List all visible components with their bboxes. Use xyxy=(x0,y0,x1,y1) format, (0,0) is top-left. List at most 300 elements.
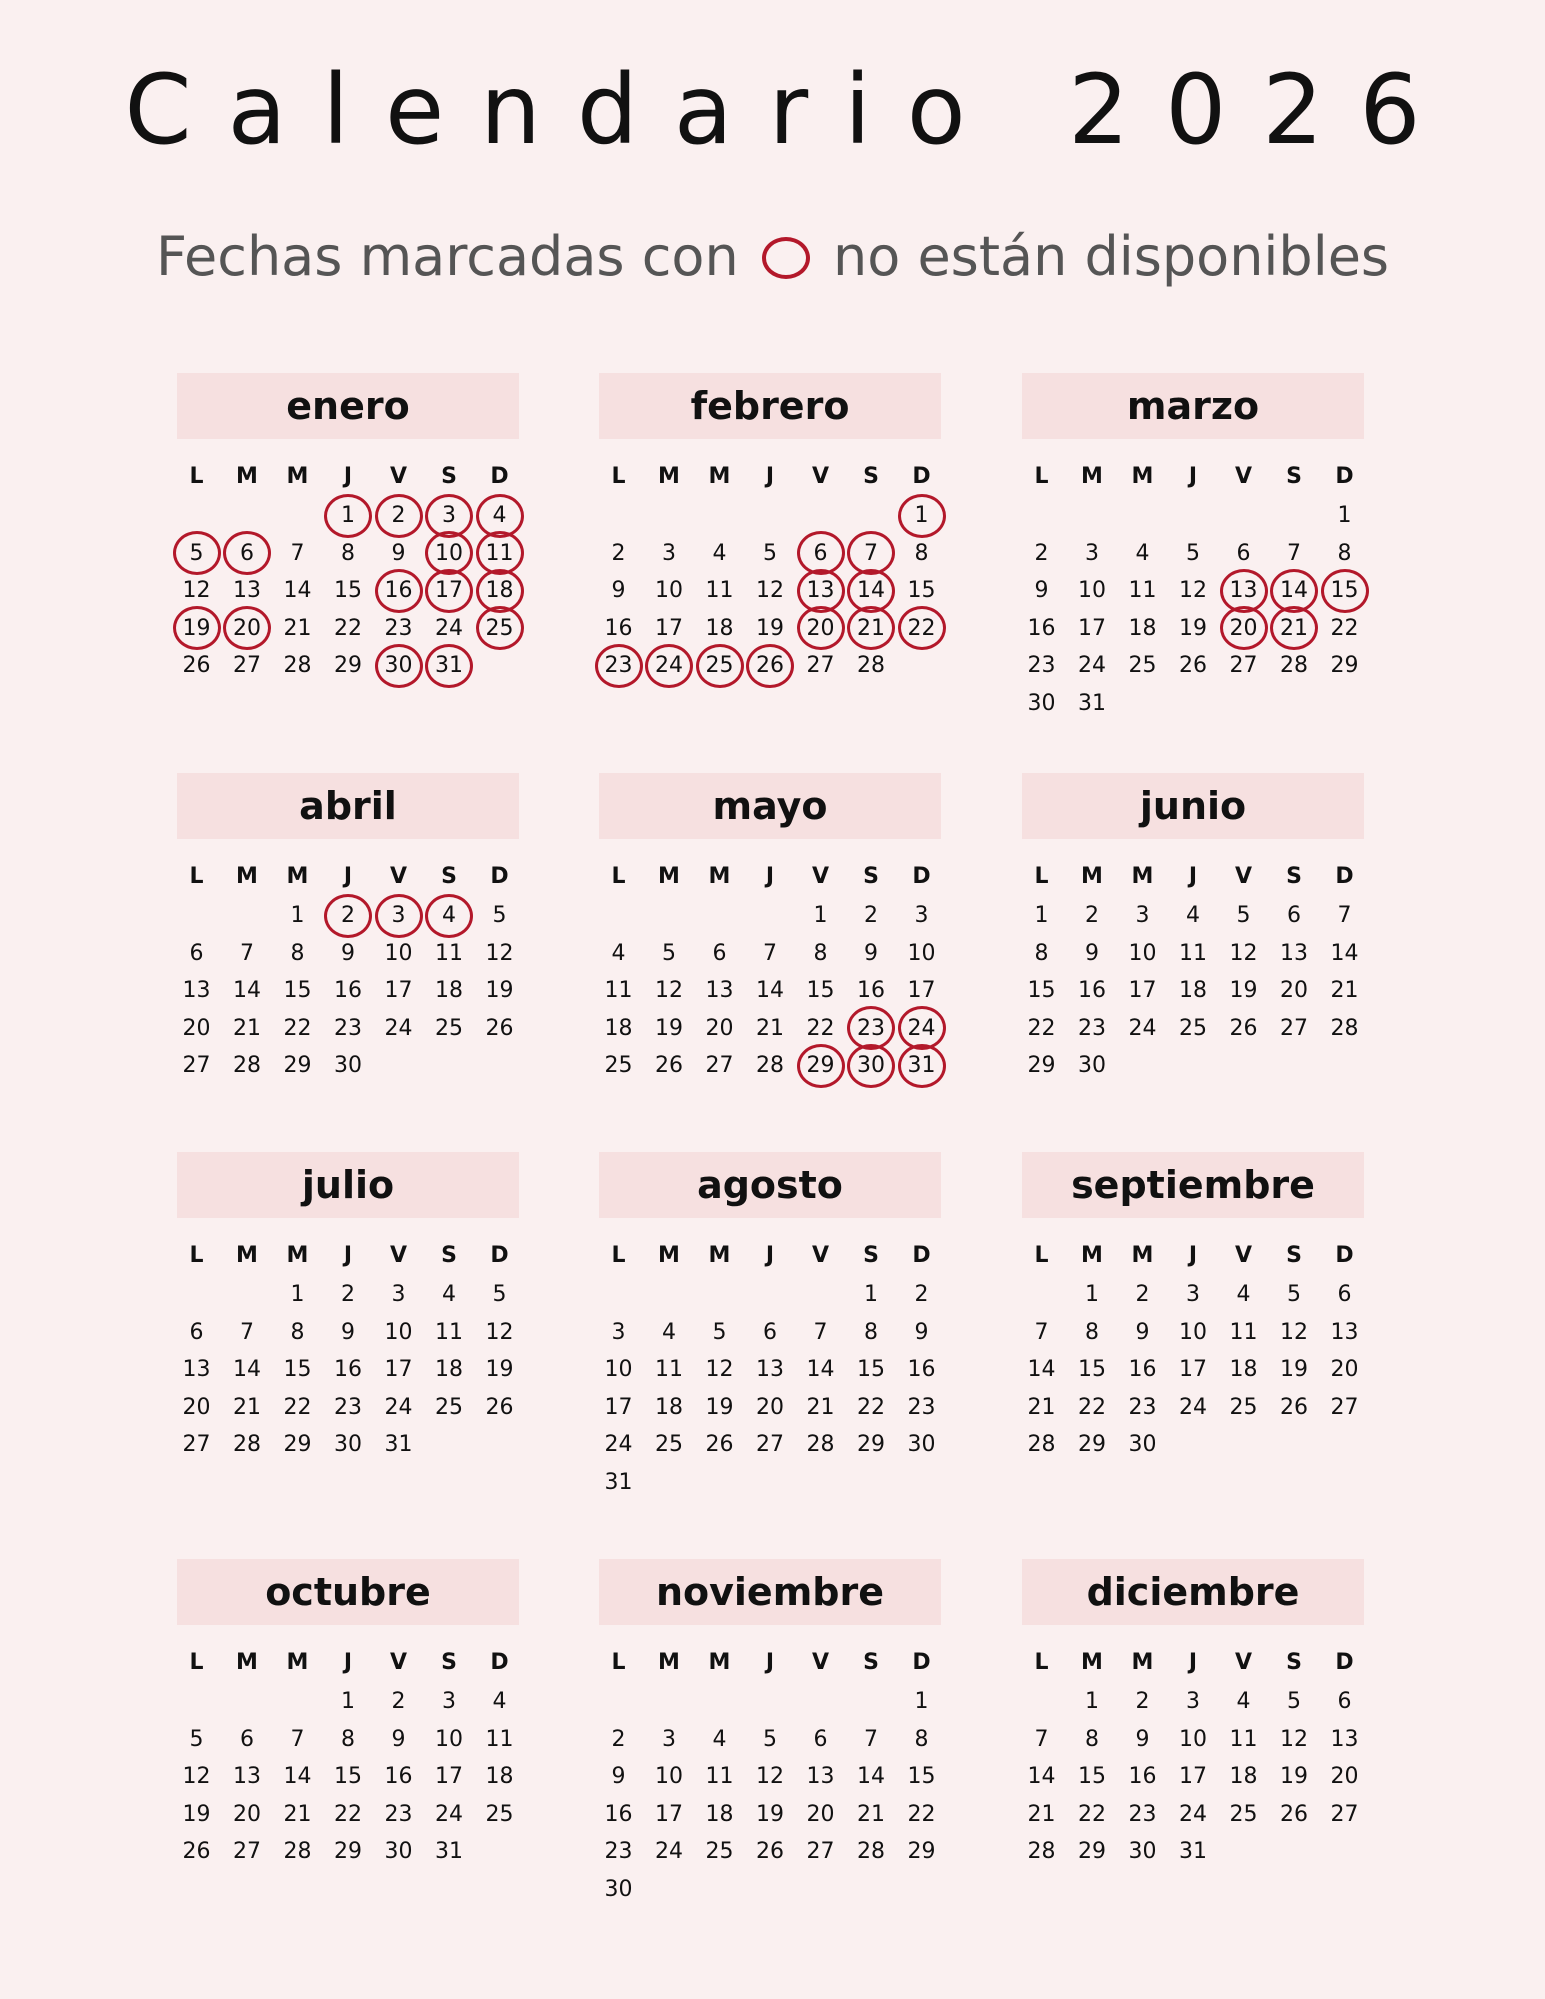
day-cell: 19 xyxy=(756,1801,784,1827)
weekday-label: L xyxy=(189,464,204,489)
empty-cell xyxy=(644,1683,695,1721)
day-cell: 2 xyxy=(341,1282,355,1307)
day-cell: 30 xyxy=(907,1432,936,1457)
day-cell: 5 xyxy=(492,1282,507,1307)
day-cell: 17 xyxy=(1078,615,1106,641)
month-title: febrero xyxy=(599,373,941,439)
day-cell: 11 xyxy=(1128,578,1157,603)
day-cell: 25 xyxy=(604,1053,633,1078)
day-cell: 1 xyxy=(1034,903,1049,928)
empty-cell xyxy=(171,1276,222,1314)
day-cell: 15 xyxy=(283,1357,312,1382)
day-cell: 23 xyxy=(384,615,413,641)
day-cell: 8 xyxy=(1085,1726,1099,1752)
day-cell: 6 xyxy=(189,1319,204,1345)
day-cell: 12 xyxy=(485,1319,514,1345)
day-cell: 1 xyxy=(914,1689,929,1714)
weekday-label: D xyxy=(490,1243,509,1268)
legend-text-after: no están disponibles xyxy=(833,225,1390,288)
day-cell: 4 xyxy=(1236,1282,1251,1307)
day-cell: 4 xyxy=(1236,1689,1251,1714)
day-cell: 17 xyxy=(384,978,413,1003)
day-cell-unavailable: 3 xyxy=(373,897,424,935)
day-cell: 10 xyxy=(1179,1319,1207,1345)
day-cell: 30 xyxy=(384,1839,413,1864)
day-cell: 9 xyxy=(391,1726,406,1752)
day-cell-unavailable: 22 xyxy=(896,610,947,648)
month-days-grid xyxy=(177,1643,519,1871)
day-cell: 28 xyxy=(283,1839,312,1864)
day-cell: 22 xyxy=(334,615,362,641)
weekday-label: L xyxy=(189,1650,204,1675)
day-cell: 27 xyxy=(1280,1015,1308,1041)
day-cell: 5 xyxy=(1287,1282,1301,1307)
day-cell: 13 xyxy=(182,978,211,1003)
day-cell: 18 xyxy=(485,1764,514,1789)
page-title: Calendario 2026 xyxy=(124,54,1457,166)
weekday-label: M xyxy=(708,1243,731,1268)
empty-cell xyxy=(593,897,644,935)
day-cell-unavailable: 3 xyxy=(424,497,475,535)
day-cell: 1 xyxy=(290,1282,305,1307)
day-cell: 17 xyxy=(435,1764,463,1789)
day-cell: 22 xyxy=(334,1801,362,1827)
day-cell-unavailable: 18 xyxy=(474,572,525,610)
weekday-label: M xyxy=(1131,1243,1154,1268)
weekday-label: M xyxy=(236,464,258,489)
day-cell: 17 xyxy=(604,1394,633,1420)
day-cell: 24 xyxy=(1179,1394,1207,1420)
day-cell-unavailable: 30 xyxy=(373,647,424,685)
weekday-label: L xyxy=(611,1650,626,1675)
day-cell: 6 xyxy=(240,1726,254,1752)
day-cell: 5 xyxy=(1287,1689,1301,1714)
day-cell: 7 xyxy=(763,940,777,966)
day-cell: 23 xyxy=(907,1394,936,1420)
day-cell: 27 xyxy=(705,1053,734,1078)
empty-cell xyxy=(694,1276,745,1314)
weekday-label: V xyxy=(389,464,408,489)
day-cell: 7 xyxy=(240,940,254,966)
weekday-label: M xyxy=(236,1243,258,1268)
day-cell: 28 xyxy=(1027,1432,1056,1457)
weekday-label: M xyxy=(1081,864,1103,889)
day-cell: 26 xyxy=(1280,1801,1308,1827)
day-cell: 26 xyxy=(1280,1394,1308,1420)
empty-cell xyxy=(745,1683,796,1721)
day-cell: 6 xyxy=(712,940,727,966)
day-cell: 11 xyxy=(655,1357,683,1382)
weekday-label: V xyxy=(389,864,408,889)
empty-cell xyxy=(694,897,745,935)
day-cell: 16 xyxy=(604,615,633,641)
day-cell: 4 xyxy=(611,940,626,966)
weekday-label: S xyxy=(1286,1650,1302,1675)
day-cell: 11 xyxy=(435,940,463,966)
day-cell: 6 xyxy=(1236,540,1251,566)
empty-cell xyxy=(222,1683,273,1721)
day-cell: 2 xyxy=(1034,540,1049,566)
month-enero xyxy=(177,373,519,685)
day-cell: 18 xyxy=(1128,615,1157,641)
weekday-label: J xyxy=(765,1243,775,1268)
day-cell: 27 xyxy=(756,1432,784,1457)
day-cell: 16 xyxy=(1027,615,1056,641)
empty-cell xyxy=(694,497,745,535)
month-title: octubre xyxy=(177,1559,519,1625)
day-cell: 30 xyxy=(334,1053,362,1078)
day-cell: 18 xyxy=(1229,1357,1258,1382)
day-cell: 16 xyxy=(604,1801,633,1827)
day-cell: 8 xyxy=(1085,1319,1099,1345)
day-cell: 1 xyxy=(1085,1282,1099,1307)
day-cell: 3 xyxy=(914,903,929,928)
day-cell: 23 xyxy=(384,1801,413,1827)
day-cell: 19 xyxy=(1179,615,1207,641)
day-cell: 23 xyxy=(1128,1801,1157,1827)
weekday-label: M xyxy=(708,1650,731,1675)
day-cell: 29 xyxy=(1078,1432,1106,1457)
day-cell: 28 xyxy=(857,1839,885,1864)
day-cell-unavailable: 19 xyxy=(171,610,222,648)
day-cell: 1 xyxy=(1337,503,1352,528)
month-octubre xyxy=(177,1559,519,1871)
month-days-grid xyxy=(177,1236,519,1464)
day-cell: 16 xyxy=(1078,978,1106,1003)
month-junio xyxy=(1022,773,1364,1085)
day-cell: 9 xyxy=(1034,578,1049,603)
weekday-label: D xyxy=(912,1650,931,1675)
day-cell: 27 xyxy=(182,1432,211,1457)
day-cell: 8 xyxy=(290,940,305,966)
day-cell: 3 xyxy=(391,1282,406,1307)
day-cell: 23 xyxy=(1027,653,1056,678)
day-cell: 21 xyxy=(1330,978,1359,1003)
day-cell: 20 xyxy=(233,1801,261,1827)
day-cell-unavailable: 4 xyxy=(474,497,525,535)
empty-cell xyxy=(745,1276,796,1314)
day-cell: 14 xyxy=(233,978,261,1003)
month-julio xyxy=(177,1152,519,1464)
day-cell: 26 xyxy=(655,1053,683,1078)
weekday-label: J xyxy=(765,864,775,889)
day-cell: 6 xyxy=(1287,903,1301,928)
empty-cell xyxy=(846,1683,897,1721)
day-cell: 25 xyxy=(1229,1394,1258,1420)
day-cell: 18 xyxy=(435,978,463,1003)
empty-cell xyxy=(1016,497,1067,535)
day-cell: 29 xyxy=(1027,1053,1056,1078)
day-cell: 3 xyxy=(1085,540,1099,566)
month-title: septiembre xyxy=(1022,1152,1364,1218)
day-cell: 28 xyxy=(806,1432,835,1457)
day-cell: 5 xyxy=(1186,540,1200,566)
weekday-label: J xyxy=(1188,864,1198,889)
day-cell: 26 xyxy=(1229,1015,1258,1041)
day-cell: 11 xyxy=(604,978,633,1003)
day-cell: 22 xyxy=(283,1394,312,1420)
weekday-label: M xyxy=(286,1650,309,1675)
day-cell: 19 xyxy=(485,978,514,1003)
day-cell: 4 xyxy=(712,540,727,566)
weekday-label: S xyxy=(863,1243,879,1268)
month-days-grid xyxy=(599,457,941,685)
day-cell: 20 xyxy=(182,1394,211,1420)
day-cell: 18 xyxy=(705,1801,734,1827)
day-cell: 24 xyxy=(1128,1015,1157,1041)
weekday-label: L xyxy=(1034,864,1049,889)
day-cell: 21 xyxy=(806,1394,835,1420)
day-cell: 6 xyxy=(1337,1282,1352,1307)
month-title: marzo xyxy=(1022,373,1364,439)
empty-cell xyxy=(1168,497,1219,535)
day-cell: 2 xyxy=(1085,903,1099,928)
empty-cell xyxy=(272,497,323,535)
day-cell: 26 xyxy=(756,1839,784,1864)
day-cell: 15 xyxy=(1078,1357,1106,1382)
weekday-label: M xyxy=(286,864,309,889)
day-cell: 13 xyxy=(705,978,734,1003)
day-cell: 16 xyxy=(1128,1764,1157,1789)
day-cell: 5 xyxy=(189,1726,204,1752)
day-cell: 26 xyxy=(182,1839,211,1864)
weekday-label: L xyxy=(611,1243,626,1268)
day-cell: 12 xyxy=(655,978,683,1003)
day-cell: 18 xyxy=(655,1394,683,1420)
day-cell-unavailable: 1 xyxy=(896,497,947,535)
day-cell: 9 xyxy=(914,1319,929,1345)
day-cell-unavailable: 31 xyxy=(424,647,475,685)
day-cell: 12 xyxy=(705,1357,734,1382)
day-cell: 26 xyxy=(182,653,211,678)
day-cell: 12 xyxy=(1179,578,1207,603)
day-cell: 20 xyxy=(806,1801,835,1827)
month-title: diciembre xyxy=(1022,1559,1364,1625)
weekday-label: M xyxy=(658,1650,680,1675)
day-cell: 29 xyxy=(334,653,362,678)
day-cell: 22 xyxy=(806,1015,835,1041)
weekday-label: M xyxy=(236,864,258,889)
day-cell: 24 xyxy=(384,1394,413,1420)
day-cell: 25 xyxy=(1229,1801,1258,1827)
weekday-label: D xyxy=(1335,464,1354,489)
weekday-label: V xyxy=(1234,864,1253,889)
day-cell: 7 xyxy=(290,540,305,566)
day-cell: 13 xyxy=(233,1764,261,1789)
day-cell: 2 xyxy=(1135,1689,1150,1714)
day-cell: 19 xyxy=(485,1357,514,1382)
day-cell: 21 xyxy=(283,615,312,641)
day-cell: 8 xyxy=(864,1319,878,1345)
day-cell: 25 xyxy=(1128,653,1157,678)
day-cell: 13 xyxy=(233,578,261,603)
day-cell: 21 xyxy=(233,1394,261,1420)
day-cell: 24 xyxy=(1078,653,1106,678)
day-cell: 14 xyxy=(1027,1764,1056,1789)
day-cell: 30 xyxy=(1078,1053,1106,1078)
day-cell: 30 xyxy=(334,1432,362,1457)
weekday-label: J xyxy=(1188,1243,1198,1268)
day-cell: 23 xyxy=(334,1394,362,1420)
day-cell: 29 xyxy=(283,1432,312,1457)
day-cell: 31 xyxy=(384,1432,413,1457)
day-cell: 14 xyxy=(283,1764,312,1789)
day-cell: 4 xyxy=(712,1726,727,1752)
day-cell: 27 xyxy=(1330,1394,1359,1420)
day-cell-unavailable: 11 xyxy=(474,535,525,573)
weekday-label: M xyxy=(1131,864,1154,889)
day-cell: 12 xyxy=(182,1764,211,1789)
day-cell: 21 xyxy=(1027,1394,1056,1420)
day-cell: 23 xyxy=(1078,1015,1106,1041)
day-cell: 28 xyxy=(857,653,885,678)
day-cell: 12 xyxy=(1280,1319,1308,1345)
day-cell: 25 xyxy=(435,1015,463,1041)
day-cell-unavailable: 16 xyxy=(373,572,424,610)
day-cell: 28 xyxy=(233,1432,261,1457)
day-cell: 10 xyxy=(1078,578,1106,603)
day-cell: 7 xyxy=(1287,540,1301,566)
day-cell: 19 xyxy=(182,1801,211,1827)
day-cell: 15 xyxy=(907,578,936,603)
empty-cell xyxy=(1269,497,1320,535)
day-cell: 20 xyxy=(1330,1357,1359,1382)
day-cell: 10 xyxy=(384,1319,413,1345)
weekday-label: V xyxy=(389,1650,408,1675)
day-cell: 15 xyxy=(907,1764,936,1789)
day-cell: 23 xyxy=(334,1015,362,1041)
day-cell: 4 xyxy=(1135,540,1150,566)
day-cell: 7 xyxy=(864,1726,878,1752)
circle-icon xyxy=(762,237,810,279)
day-cell: 26 xyxy=(705,1432,734,1457)
day-cell: 9 xyxy=(1085,940,1099,966)
day-cell: 13 xyxy=(1330,1726,1359,1752)
month-days-grid xyxy=(177,457,519,685)
month-days-grid xyxy=(177,857,519,1085)
day-cell: 10 xyxy=(655,578,683,603)
day-cell-unavailable: 10 xyxy=(424,535,475,573)
legend-text-before: Fechas marcadas con xyxy=(155,225,739,288)
day-cell: 8 xyxy=(914,540,929,566)
day-cell: 24 xyxy=(655,1839,683,1864)
day-cell: 1 xyxy=(290,903,305,928)
weekday-label: S xyxy=(1286,464,1302,489)
day-cell-unavailable: 25 xyxy=(694,647,745,685)
day-cell: 10 xyxy=(435,1726,463,1752)
weekday-label: L xyxy=(189,1243,204,1268)
month-days-grid xyxy=(1022,457,1364,722)
day-cell: 3 xyxy=(662,540,676,566)
day-cell-unavailable: 21 xyxy=(1269,610,1320,648)
day-cell: 24 xyxy=(604,1432,633,1457)
weekday-label: V xyxy=(1234,464,1253,489)
weekday-label: D xyxy=(490,1650,509,1675)
day-cell: 22 xyxy=(1078,1394,1106,1420)
day-cell: 25 xyxy=(655,1432,683,1457)
month-mayo xyxy=(599,773,941,1085)
month-days-grid xyxy=(1022,1236,1364,1464)
day-cell: 5 xyxy=(712,1319,727,1345)
day-cell: 5 xyxy=(763,540,777,566)
day-cell: 10 xyxy=(384,940,413,966)
month-abril xyxy=(177,773,519,1085)
weekday-label: D xyxy=(1335,1650,1354,1675)
empty-cell xyxy=(272,1683,323,1721)
day-cell: 24 xyxy=(1179,1801,1207,1827)
empty-cell xyxy=(171,497,222,535)
day-cell: 15 xyxy=(1078,1764,1106,1789)
weekday-label: D xyxy=(1335,864,1354,889)
day-cell: 16 xyxy=(334,1357,362,1382)
day-cell: 19 xyxy=(1280,1357,1308,1382)
day-cell: 6 xyxy=(763,1319,777,1345)
day-cell: 21 xyxy=(1027,1801,1056,1827)
day-cell: 11 xyxy=(485,1726,514,1752)
day-cell: 20 xyxy=(1280,978,1308,1003)
day-cell: 12 xyxy=(1229,940,1258,966)
month-agosto xyxy=(599,1152,941,1501)
day-cell: 6 xyxy=(189,940,204,966)
weekday-label: M xyxy=(1081,464,1103,489)
day-cell: 29 xyxy=(857,1432,885,1457)
day-cell: 8 xyxy=(290,1319,305,1345)
day-cell-unavailable: 17 xyxy=(424,572,475,610)
day-cell: 19 xyxy=(705,1394,734,1420)
day-cell: 7 xyxy=(1337,903,1352,928)
weekday-label: L xyxy=(1034,1243,1049,1268)
day-cell: 31 xyxy=(1078,690,1106,716)
day-cell: 4 xyxy=(492,1689,507,1714)
weekday-label: D xyxy=(1335,1243,1354,1268)
month-marzo xyxy=(1022,373,1364,722)
day-cell: 9 xyxy=(341,940,355,966)
day-cell: 2 xyxy=(611,1726,626,1752)
day-cell: 26 xyxy=(1179,653,1207,678)
day-cell: 22 xyxy=(857,1394,885,1420)
day-cell: 3 xyxy=(442,1689,456,1714)
day-cell: 12 xyxy=(756,578,784,603)
weekday-label: M xyxy=(236,1650,258,1675)
month-diciembre xyxy=(1022,1559,1364,1871)
day-cell-unavailable: 1 xyxy=(323,497,374,535)
day-cell: 6 xyxy=(1337,1689,1352,1714)
day-cell: 22 xyxy=(1078,1801,1106,1827)
empty-cell xyxy=(745,497,796,535)
day-cell: 1 xyxy=(813,903,828,928)
day-cell: 10 xyxy=(604,1357,633,1382)
month-febrero xyxy=(599,373,941,685)
day-cell: 16 xyxy=(857,978,885,1003)
day-cell: 25 xyxy=(1179,1015,1207,1041)
day-cell: 14 xyxy=(756,978,784,1003)
weekday-label: S xyxy=(863,864,879,889)
day-cell: 7 xyxy=(1034,1726,1049,1752)
day-cell: 23 xyxy=(604,1839,633,1864)
day-cell-unavailable: 31 xyxy=(896,1047,947,1085)
empty-cell xyxy=(644,497,695,535)
weekday-label: S xyxy=(441,1243,457,1268)
weekday-label: L xyxy=(189,864,204,889)
day-cell: 15 xyxy=(806,978,835,1003)
weekday-label: V xyxy=(811,464,830,489)
day-cell: 3 xyxy=(1186,1689,1200,1714)
day-cell: 11 xyxy=(1229,1319,1258,1345)
day-cell-unavailable: 7 xyxy=(846,535,897,573)
day-cell: 22 xyxy=(907,1801,936,1827)
month-septiembre xyxy=(1022,1152,1364,1464)
day-cell: 21 xyxy=(283,1801,312,1827)
